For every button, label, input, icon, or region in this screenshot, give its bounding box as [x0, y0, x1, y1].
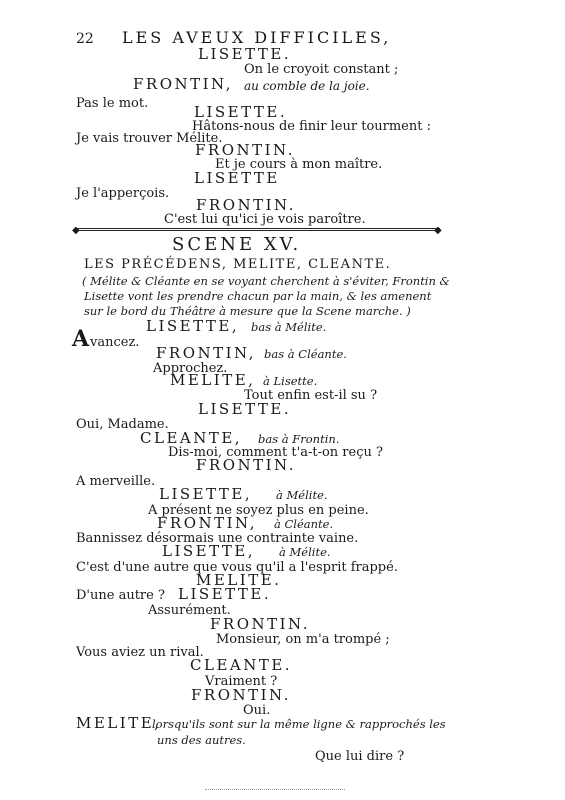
running-title: LES AVEUX DIFFICILES,	[122, 28, 392, 47]
speaker-melite: MELITE,	[76, 714, 162, 732]
stage-direction: bas à Cléante.	[264, 347, 347, 361]
divider-ornament: ◆	[434, 225, 442, 236]
verse-line: Approchez.	[153, 361, 228, 376]
verse-line: Pas le mot.	[76, 96, 149, 111]
verse-line: Oui, Madame.	[76, 417, 169, 432]
verse-line: C'est lui qu'ici je vois paroître.	[164, 212, 366, 227]
speaker-melite: MELITE,	[170, 371, 256, 389]
speaker-frontin: FRONTIN.	[195, 141, 295, 159]
verse-line: Que lui dire ?	[315, 749, 405, 764]
stage-direction: à Mélite.	[276, 488, 328, 502]
speaker-lisette: LISETTE,	[159, 485, 253, 503]
stage-direction: lorsqu'ils sont sur la même ligne & rapprochés les	[152, 717, 446, 731]
page-number: 22	[76, 31, 94, 47]
speaker-lisette: LISETTE.	[178, 585, 272, 603]
speaker-cleante: CLEANTE,	[140, 429, 243, 447]
speaker-frontin: FRONTIN.	[196, 456, 296, 474]
speaker-frontin: FRONTIN,	[156, 344, 256, 362]
speaker-lisette: LISETTE.	[198, 45, 292, 63]
stage-direction: à Mélite.	[279, 545, 331, 559]
scene-title: SCENE XV.	[172, 234, 302, 255]
speaker-lisette: LISETTE,	[162, 542, 256, 560]
verse-line: Dis-moi, comment t'a-t-on reçu ?	[168, 445, 383, 460]
speaker-lisette: LISETTE,	[146, 317, 240, 335]
verse-line: Assurément.	[148, 603, 231, 618]
verse-line: vancez.	[90, 335, 140, 350]
speaker-frontin: FRONTIN.	[196, 196, 296, 214]
verse-line: C'est d'une autre que vous qu'il a l'esprit frappé.	[76, 560, 398, 575]
verse-line: Je l'apperçois.	[76, 186, 170, 201]
speaker-cleante: CLEANTE.	[190, 656, 293, 674]
stage-direction: bas à Frontin.	[258, 432, 340, 446]
verse-line: Et je cours à mon maître.	[215, 157, 383, 172]
verse-line: Bannissez désormais une contrainte vaine.	[76, 531, 359, 546]
stage-direction: sur le bord du Théâtre à mesure que la Scene marche. )	[84, 304, 411, 318]
stage-direction: bas à Mélite.	[251, 320, 327, 334]
verse-line: A présent ne soyez plus en peine.	[148, 503, 369, 518]
drop-cap: A	[72, 326, 90, 352]
verse-line: A merveille.	[76, 474, 156, 489]
scene-cast: LES PRÉCÉDENS, MELITE, CLEANTE.	[84, 257, 392, 272]
divider-ornament: ◆	[72, 225, 80, 236]
stage-direction: uns des autres.	[157, 733, 246, 747]
stage-direction: au comble de la joie.	[244, 79, 370, 93]
verse-line: Vraiment ?	[205, 674, 278, 689]
section-divider	[76, 228, 440, 231]
speaker-frontin: FRONTIN.	[191, 686, 291, 704]
verse-line: Je vais trouver Mélite.	[76, 131, 223, 146]
verse-line: Monsieur, on m'a trompé ;	[216, 632, 390, 647]
speaker-frontin: FRONTIN.	[210, 615, 310, 633]
page-edge-mark	[205, 789, 345, 793]
speaker-frontin: FRONTIN,	[157, 514, 257, 532]
speaker-frontin: FRONTIN,	[133, 75, 233, 93]
stage-direction: à Lisette.	[263, 374, 318, 388]
speaker-lisette: LISETTE.	[194, 103, 288, 121]
verse-line: Hâtons-nous de finir leur tourment :	[192, 119, 431, 134]
verse-line: Tout enfin est-il su ?	[244, 388, 378, 403]
speaker-lisette: LISETTE	[194, 169, 280, 187]
stage-direction: à Cléante.	[274, 517, 334, 531]
verse-line: Vous aviez un rival.	[76, 645, 204, 660]
verse-line: Oui.	[243, 703, 271, 718]
speaker-melite: MELITE.	[196, 571, 282, 589]
stage-direction: ( Mélite & Cléante en se voyant cherchent à s'éviter, Frontin &	[82, 274, 450, 288]
verse-line: D'une autre ?	[76, 588, 165, 603]
speaker-lisette: LISETTE.	[198, 400, 292, 418]
stage-direction: Lisette vont les prendre chacun par la main, & les amenent	[84, 289, 432, 303]
verse-line: On le croyoit constant ;	[244, 62, 399, 77]
